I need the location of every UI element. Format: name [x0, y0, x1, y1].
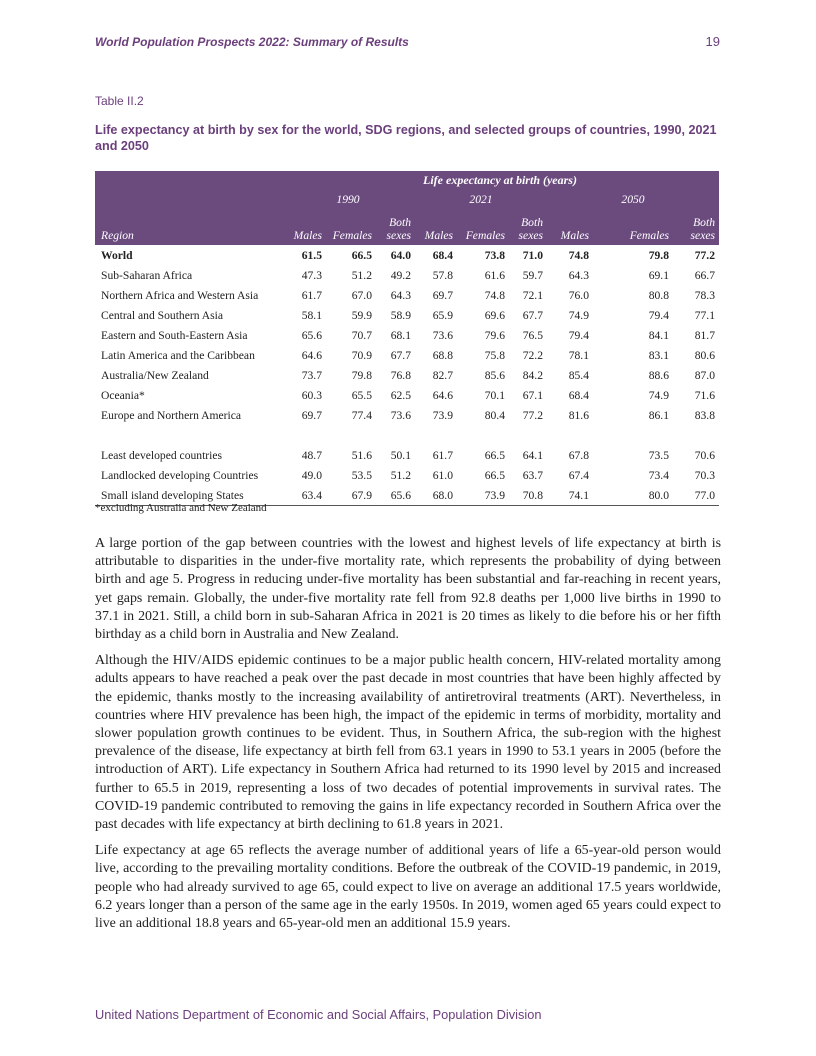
value-cell: 62.5: [390, 388, 411, 402]
value-cell: 69.7: [432, 288, 453, 302]
header-title: World Population Prospects 2022: Summary of Results: [95, 35, 409, 49]
value-cell: 78.1: [568, 348, 589, 362]
region-name-cell: Sub-Saharan Africa: [101, 268, 193, 282]
value-cell: 65.6: [376, 485, 415, 506]
value-cell: 69.6: [484, 308, 505, 322]
value-cell: 69.7: [301, 408, 322, 422]
region-name-cell: Central and Southern Asia: [101, 308, 224, 322]
value-cell: 81.7: [694, 328, 715, 342]
value-cell: 51.2: [390, 468, 411, 482]
value-cell: 68.8: [432, 348, 453, 362]
region-name-cell: Europe and Northern America: [101, 408, 242, 422]
region-column-header: Region: [95, 208, 281, 245]
value-cell: 83.8: [694, 408, 715, 422]
value-cell: 67.7: [522, 308, 543, 322]
table-row: [95, 285, 719, 305]
value-cell: 57.8: [432, 268, 453, 282]
region-name-cell: Small island developing States: [95, 485, 281, 506]
region-name-cell: Eastern and South-Eastern Asia: [101, 328, 248, 342]
running-header: [95, 34, 720, 49]
value-cell: 79.8: [648, 248, 669, 262]
females-header: Females: [457, 208, 509, 245]
table-row: [95, 305, 719, 325]
value-cell: 75.8: [484, 348, 505, 362]
value-cell: 61.0: [432, 468, 453, 482]
value-cell: 66.5: [484, 468, 505, 482]
value-cell: 70.6: [694, 448, 715, 462]
value-cell: 81.6: [568, 408, 589, 422]
value-cell: 86.1: [648, 408, 669, 422]
year-header-2021: 2021: [415, 190, 547, 208]
value-cell: 67.7: [390, 348, 411, 362]
value-cell: 88.6: [648, 368, 669, 382]
value-cell: 77.0: [673, 485, 719, 506]
value-cell: 64.6: [432, 388, 453, 402]
value-cell: 61.5: [301, 248, 322, 262]
value-cell: 77.2: [522, 408, 543, 422]
value-cell: 67.8: [568, 448, 589, 462]
value-cell: 79.6: [484, 328, 505, 342]
value-cell: 85.6: [484, 368, 505, 382]
value-cell: 70.7: [351, 328, 372, 342]
table-row: [95, 365, 719, 385]
value-cell: 84.1: [648, 328, 669, 342]
value-cell: 74.8: [568, 248, 589, 262]
both-sexes-header: Both sexes: [509, 208, 547, 245]
value-cell: 72.2: [522, 348, 543, 362]
value-cell: 64.1: [522, 448, 543, 462]
males-header: Males: [547, 208, 593, 245]
value-cell: 67.1: [522, 388, 543, 402]
table-row: [95, 445, 719, 465]
year-header-1990: 1990: [281, 190, 415, 208]
value-cell: 73.6: [390, 408, 411, 422]
value-cell: 79.8: [351, 368, 372, 382]
females-header: Females: [593, 208, 673, 245]
value-cell: 76.0: [568, 288, 589, 302]
value-cell: 80.0: [593, 485, 673, 506]
table-body: [95, 245, 719, 506]
value-cell: 87.0: [694, 368, 715, 382]
value-cell: 58.1: [301, 308, 322, 322]
value-cell: 58.9: [390, 308, 411, 322]
value-cell: 59.9: [351, 308, 372, 322]
page-number: 19: [705, 34, 720, 49]
value-cell: 76.5: [522, 328, 543, 342]
value-cell: 66.7: [694, 268, 715, 282]
value-cell: 73.6: [432, 328, 453, 342]
value-cell: 71.0: [522, 248, 543, 262]
table-row: [95, 265, 719, 285]
value-cell: 76.8: [390, 368, 411, 382]
value-cell: 74.1: [547, 485, 593, 506]
value-cell: 67.9: [326, 485, 376, 506]
region-name-cell: Northern Africa and Western Asia: [101, 288, 259, 302]
value-cell: 51.2: [351, 268, 372, 282]
value-cell: 67.4: [568, 468, 589, 482]
value-cell: 64.3: [390, 288, 411, 302]
value-cell: 68.1: [390, 328, 411, 342]
value-cell: 50.1: [390, 448, 411, 462]
region-name-cell: World: [101, 248, 133, 262]
value-cell: 70.9: [351, 348, 372, 362]
table-row: [95, 465, 719, 485]
value-cell: 61.7: [432, 448, 453, 462]
value-cell: 60.3: [301, 388, 322, 402]
value-cell: 69.1: [648, 268, 669, 282]
value-cell: 73.7: [301, 368, 322, 382]
value-cell: 85.4: [568, 368, 589, 382]
region-name-cell: Australia/New Zealand: [101, 368, 209, 382]
paragraph: Life expectancy at age 65 reflects the average number of additional years of life a 65-year-old person would live, according to the prevailing mortality conditions. Before the outbreak of the COVID-19 pandemic, in 2019, people who had already survived to age 65, could expect to live on average an additional 17.5 years worldwide, 6.2 years longer than a person of the same age in the early 1950s. In 2019, women aged 65 years could expect to live an additional 18.8 years and 65-year-old men an additional 15.9 years.: [95, 843, 721, 932]
value-cell: 72.1: [522, 288, 543, 302]
table-label: Table II.2: [95, 94, 144, 108]
value-cell: 61.7: [301, 288, 322, 302]
value-cell: 65.6: [301, 328, 322, 342]
value-cell: 84.2: [522, 368, 543, 382]
paragraph: A large portion of the gap between countries with the lowest and highest levels of life expectancy at birth is attributable to disparities in the under-five mortality rate, which represents the probability of dying between birth and age 5. Progress in reducing under-five mortality has been substantial and far-reaching in recent years, yet gaps remain. Globally, the under-five mortality rate fell from 92.8 deaths per 1,000 live births in 1990 to 37.1 in 2021. Still, a child born in sub-Saharan Africa in 2021 is 20 times as likely to die before his or her fifth birthday as a child born in Australia and New Zealand.: [95, 536, 721, 643]
value-cell: 83.1: [648, 348, 669, 362]
value-cell: 64.3: [568, 268, 589, 282]
value-cell: 65.5: [351, 388, 372, 402]
value-cell: 73.9: [432, 408, 453, 422]
value-cell: 74.9: [648, 388, 669, 402]
table-footnote: *excluding Australia and New Zealand: [95, 502, 267, 514]
value-cell: 78.3: [694, 288, 715, 302]
value-cell: 73.4: [648, 468, 669, 482]
body-text: [95, 535, 721, 941]
value-cell: 68.0: [415, 485, 457, 506]
paragraph: Although the HIV/AIDS epidemic continues to be a major public health concern, HIV-related mortality among adults appears to have reached a peak over the past decade in most countries that have been highly affected by the epidemic, thanks mostly to the increasing availability of antiretroviral treatments (ART). Nevertheless, in countries where HIV prevalence has been high, the impact of the epidemic in terms of morbidity, mortality and slower population growth continues to be evident. Thus, in Southern Africa, the sub-region with the highest prevalence of the disease, life expectancy at birth fell from 63.1 years in 1990 to 53.1 years in 2005 (before the introduction of ART). Life expectancy in Southern Africa had returned to its 1990 level by 2015 and increased further to 65.5 in 2019, representing a loss of two decades of potential improvements in survival rates. The COVID-19 pandemic contributed to removing the gains in life expectancy recorded in Southern Africa over the past decades with life expectancy at birth declining to 61.8 years in 2021.: [95, 653, 721, 833]
value-cell: 79.4: [648, 308, 669, 322]
value-cell: 80.6: [694, 348, 715, 362]
table-row: [95, 325, 719, 345]
region-name-cell: Oceania*: [101, 388, 145, 402]
table-caption: Life expectancy at birth by sex for the world, SDG regions, and selected groups of countries, 1990, 2021 and 2050: [95, 123, 717, 153]
value-cell: 65.9: [432, 308, 453, 322]
value-cell: 66.5: [484, 448, 505, 462]
value-cell: 74.8: [484, 288, 505, 302]
males-header: Males: [281, 208, 326, 245]
value-cell: 73.9: [457, 485, 509, 506]
table-row: [95, 245, 719, 265]
table-row: [95, 405, 719, 425]
value-cell: 63.4: [281, 485, 326, 506]
value-cell: 61.6: [484, 268, 505, 282]
group-spacer-row: [95, 425, 719, 445]
super-header: Life expectancy at birth (years): [281, 171, 719, 190]
value-cell: 64.0: [390, 248, 411, 262]
value-cell: 63.7: [522, 468, 543, 482]
value-cell: 71.6: [694, 388, 715, 402]
life-expectancy-table: [95, 171, 719, 506]
value-cell: 68.4: [568, 388, 589, 402]
value-cell: 73.8: [484, 248, 505, 262]
table-row: [95, 385, 719, 405]
value-cell: 49.0: [301, 468, 322, 482]
value-cell: 74.9: [568, 308, 589, 322]
value-cell: 67.0: [351, 288, 372, 302]
value-cell: 79.4: [568, 328, 589, 342]
value-cell: 70.8: [509, 485, 547, 506]
region-name-cell: Latin America and the Caribbean: [101, 348, 255, 362]
region-name-cell: Least developed countries: [101, 448, 223, 462]
both-sexes-header: Both sexes: [673, 208, 719, 245]
value-cell: 77.4: [351, 408, 372, 422]
value-cell: 70.3: [694, 468, 715, 482]
value-cell: 73.5: [648, 448, 669, 462]
value-cell: 53.5: [351, 468, 372, 482]
value-cell: 82.7: [432, 368, 453, 382]
value-cell: 77.2: [694, 248, 715, 262]
region-name-cell: Landlocked developing Countries: [101, 468, 259, 482]
value-cell: 59.7: [522, 268, 543, 282]
value-cell: 80.8: [648, 288, 669, 302]
value-cell: 66.5: [351, 248, 372, 262]
value-cell: 47.3: [301, 268, 322, 282]
males-header: Males: [415, 208, 457, 245]
females-header: Females: [326, 208, 376, 245]
both-sexes-header: Both sexes: [376, 208, 415, 245]
value-cell: 77.1: [694, 308, 715, 322]
running-footer: United Nations Department of Economic and Social Affairs, Population Division: [95, 1007, 542, 1022]
value-cell: 49.2: [390, 268, 411, 282]
value-cell: 64.6: [301, 348, 322, 362]
value-cell: 80.4: [484, 408, 505, 422]
year-header-2050: 2050: [547, 190, 719, 208]
value-cell: 51.6: [351, 448, 372, 462]
value-cell: 68.4: [432, 248, 453, 262]
value-cell: 48.7: [301, 448, 322, 462]
table-row: [95, 345, 719, 365]
value-cell: 70.1: [484, 388, 505, 402]
